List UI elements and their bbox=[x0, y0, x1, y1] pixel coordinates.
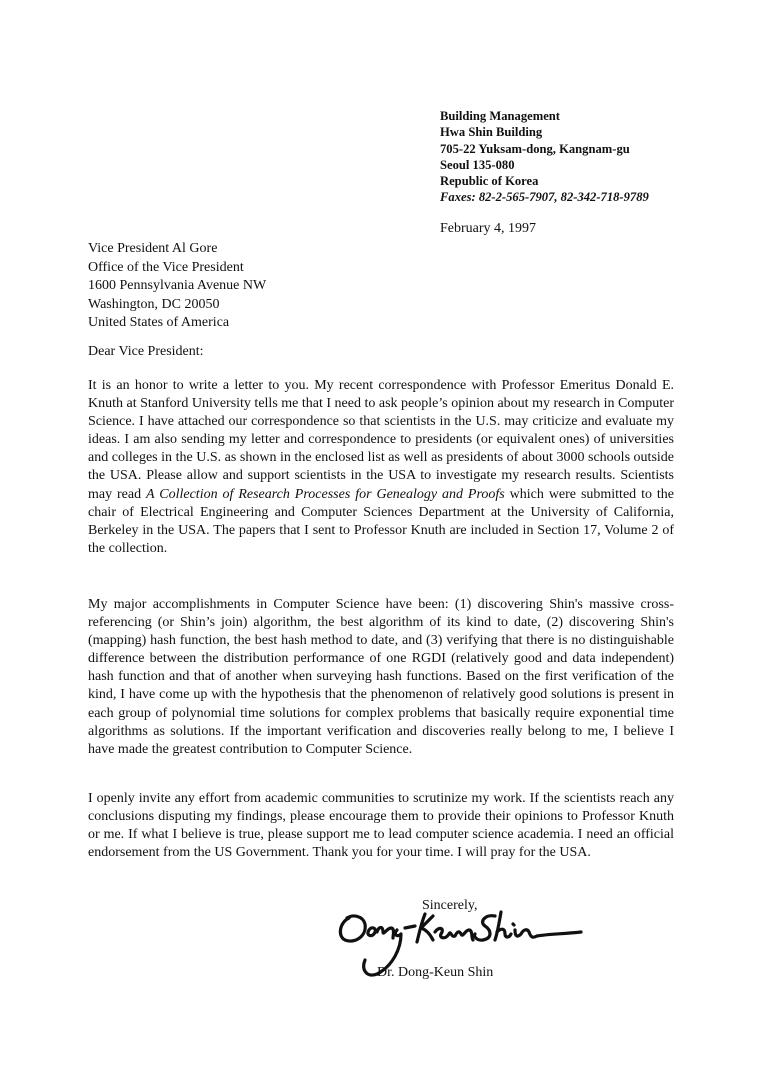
signer-name: Dr. Dong-Keun Shin bbox=[377, 965, 494, 980]
sender-line-country: Republic of Korea bbox=[440, 174, 539, 189]
salutation: Dear Vice President: bbox=[88, 344, 204, 359]
recipient-office: Office of the Vice President bbox=[88, 259, 244, 275]
sender-line-street: 705-22 Yuksam-dong, Kangnam-gu bbox=[440, 141, 630, 156]
recipient-city: Washington, DC 20050 bbox=[88, 296, 220, 312]
letter-date: February 4, 1997 bbox=[440, 221, 537, 236]
closing: Sincerely, bbox=[422, 898, 478, 913]
sender-line-organization: Building Management bbox=[440, 109, 561, 123]
body-paragraph-3: I openly invite any effort from academic communities to scrutinize my work. If the scientists reach any conclusions disputing my findings, please encourage them to provide their opinions to Professor Knuth or me. If what I believe is true, please support me to lead computer science academia. I need an official endorsement from the US Government. Thank you for your time. I will pray for the USA. bbox=[88, 791, 674, 861]
sender-address-block bbox=[440, 108, 649, 206]
body-paragraph-2: My major accomplishments in Computer Science have been: (1) discovering Shin's massive cross-referencing (or Shin’s join) algorithm, the best algorithm of its kind to date, (2) discovering Shin's (mapping) hash function, the best hash method to date, and (3) verifying that there is no distinguishable difference between the distribution performance of one RGDI (relatively good and data independent) hash function and that of another when surveying hash functions. Based on the first verification of the kind, I have come up with the hypothesis that the phenomenon of relatively good solutions is present in each group of polynomial time solutions for complex problems that basically require exponential time algorithms as solutions. If the important verification and discoveries really belong to me, I believe I have made the greatest contribution to Computer Science. bbox=[88, 597, 674, 757]
recipient-country: United States of America bbox=[88, 315, 230, 330]
sender-line-city: Seoul 135-080 bbox=[440, 157, 515, 172]
sender-fax-numbers: Faxes: 82-2-565-7907, 82-342-718-9789 bbox=[440, 190, 649, 205]
sender-line-building: Hwa Shin Building bbox=[440, 125, 543, 140]
collection-title: A Collection of Research Processes for Genealogy and Proofs bbox=[146, 486, 505, 502]
body-paragraph-1 bbox=[88, 377, 674, 558]
recipient-name: Vice President Al Gore bbox=[88, 241, 218, 256]
recipient-street: 1600 Pennsylvania Avenue NW bbox=[88, 278, 267, 293]
paragraph-1-text-end: which were submitted to the chair of Electrical Engineering and Computer Sciences Department at the University of California, Berkeley in the USA. The papers that I sent to Professor Knuth are included in Section 17, Volume 2 of the collection. bbox=[88, 486, 674, 556]
recipient-address-block bbox=[88, 240, 266, 333]
paragraph-1-text-start: It is an honor to write a letter to you. My recent correspondence with Professor Emeritus Donald E. Knuth at Stanford University tells me that I need to ask people’s opinion about my research in Computer Science. I have attached our correspondence so that scientists in the U.S. may criticize and evaluate my ideas. I am also sending my letter and correspondence to presidents (or equivalent ones) of universities and colleges in the U.S. as shown in the enclosed list as well as presidents of about 3000 schools outside the USA. Please allow and support scientists in the USA to investigate my research results. Scientists may read bbox=[88, 378, 674, 502]
